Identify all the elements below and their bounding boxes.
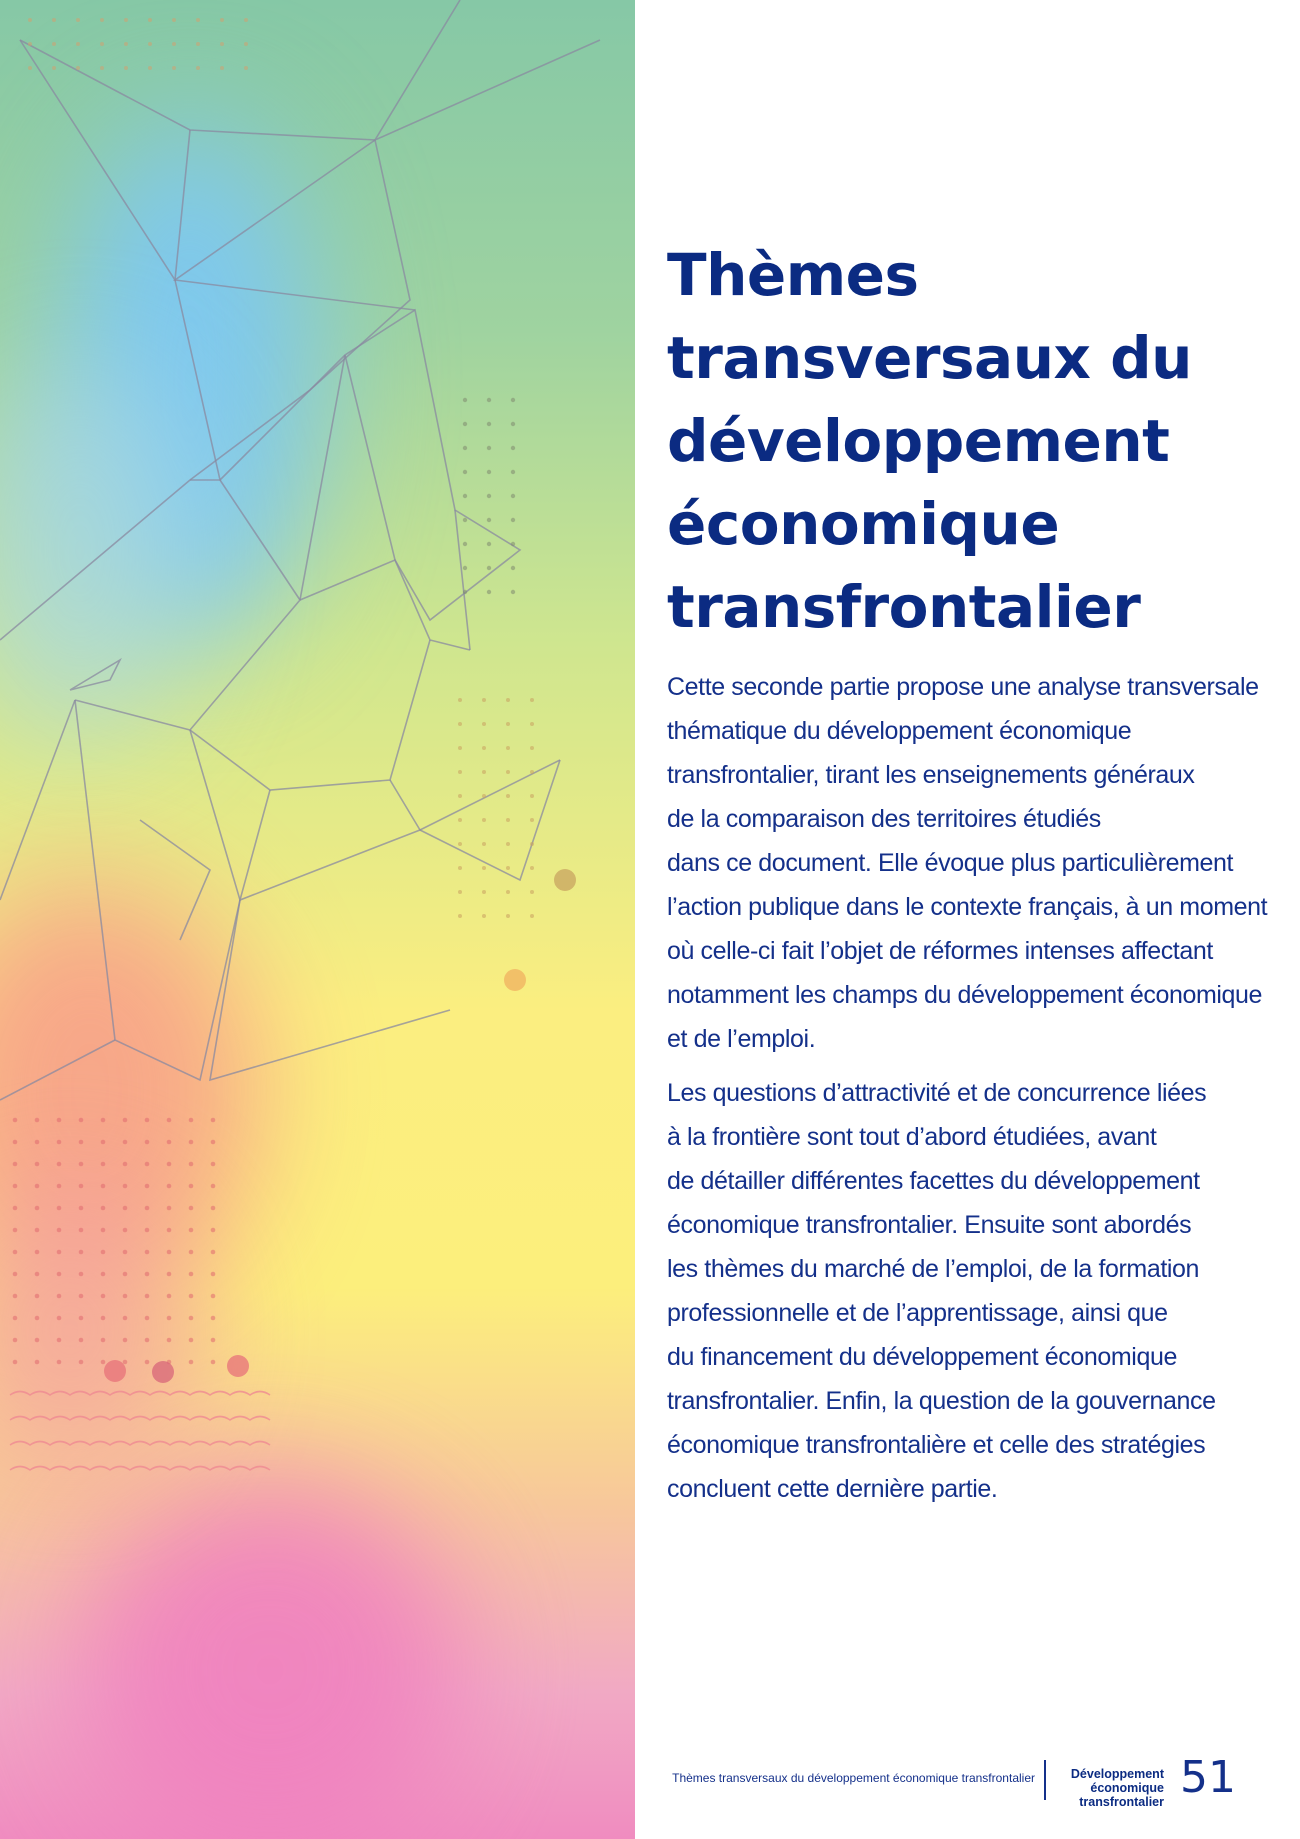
dot [458, 698, 462, 702]
dot [530, 698, 534, 702]
dot [458, 842, 462, 846]
dot [167, 1294, 172, 1299]
dot [101, 1272, 106, 1277]
dot [145, 1250, 150, 1255]
dot [124, 18, 128, 22]
dot [79, 1316, 84, 1321]
dot [172, 66, 176, 70]
dot [530, 914, 534, 918]
dot [123, 1272, 128, 1277]
dot [530, 890, 534, 894]
dot [189, 1228, 194, 1233]
dot [100, 66, 104, 70]
page-number: 51 [1180, 1752, 1236, 1803]
dot [487, 446, 491, 450]
paragraph-1 [667, 665, 1267, 1061]
text-line: transfrontalier. Enfin, la question de la gouvernance [667, 1387, 1216, 1415]
dot [196, 18, 200, 22]
dot [482, 890, 486, 894]
accent-dot [104, 1360, 126, 1382]
dot [13, 1206, 18, 1211]
dot [145, 1338, 150, 1343]
dot [35, 1140, 40, 1145]
dot [458, 722, 462, 726]
dot [506, 842, 510, 846]
text-line: Cette seconde partie propose une analyse transversale [667, 673, 1259, 701]
dot [35, 1118, 40, 1123]
dot [211, 1294, 216, 1299]
dot [76, 42, 80, 46]
dot [244, 42, 248, 46]
dot [28, 66, 32, 70]
publication-name-line: transfrontalier [1079, 1795, 1164, 1809]
dot [52, 42, 56, 46]
dot [124, 42, 128, 46]
dot [511, 566, 515, 570]
dot [506, 722, 510, 726]
dot [145, 1272, 150, 1277]
dot [79, 1118, 84, 1123]
dot [167, 1338, 172, 1343]
dot [506, 890, 510, 894]
dot [76, 18, 80, 22]
section-title [667, 234, 1267, 649]
dot [211, 1338, 216, 1343]
network-line [240, 760, 560, 900]
accent-dot [554, 869, 576, 891]
dot [145, 1316, 150, 1321]
dot [13, 1140, 18, 1145]
dot [124, 66, 128, 70]
dot [172, 18, 176, 22]
dot [123, 1228, 128, 1233]
dot [189, 1162, 194, 1167]
network-line [0, 40, 410, 640]
dot [487, 494, 491, 498]
dot [35, 1360, 40, 1365]
dot [101, 1294, 106, 1299]
dot [52, 18, 56, 22]
dot [189, 1206, 194, 1211]
dot [487, 422, 491, 426]
text-line: dans ce document. Elle évoque plus particulièrement [667, 849, 1234, 877]
network-line [375, 0, 600, 140]
dot [123, 1360, 128, 1365]
dot [458, 794, 462, 798]
dot [79, 1184, 84, 1189]
dot [57, 1316, 62, 1321]
dot [35, 1184, 40, 1189]
text-line: à la frontière sont tout d’abord étudiées, avant [667, 1123, 1157, 1151]
dot [463, 494, 467, 498]
dot [167, 1140, 172, 1145]
dot [57, 1360, 62, 1365]
dot [167, 1250, 172, 1255]
dot [79, 1140, 84, 1145]
dot [13, 1338, 18, 1343]
network-line [210, 900, 450, 1080]
dot [530, 746, 534, 750]
dot [79, 1294, 84, 1299]
dot [530, 722, 534, 726]
dot [196, 66, 200, 70]
dot [145, 1294, 150, 1299]
dot [35, 1338, 40, 1343]
dot [79, 1228, 84, 1233]
accent-dot [227, 1355, 249, 1377]
dot [35, 1294, 40, 1299]
dot [511, 446, 515, 450]
dot [57, 1140, 62, 1145]
dot [211, 1140, 216, 1145]
dot [458, 746, 462, 750]
dot [57, 1250, 62, 1255]
text-line: l’action publique dans le contexte français, à un moment [667, 893, 1268, 921]
dot [487, 542, 491, 546]
title-line: économique [667, 490, 1060, 558]
dot [101, 1184, 106, 1189]
network-line [20, 40, 190, 280]
dot [463, 518, 467, 522]
dot [211, 1316, 216, 1321]
dot [189, 1250, 194, 1255]
dot [13, 1294, 18, 1299]
dot [458, 914, 462, 918]
dot [28, 42, 32, 46]
dot [511, 470, 515, 474]
dot [101, 1338, 106, 1343]
dot [511, 494, 515, 498]
dot [487, 590, 491, 594]
dot [463, 590, 467, 594]
dot [189, 1184, 194, 1189]
dot [463, 398, 467, 402]
network-line [140, 820, 210, 940]
dot [35, 1162, 40, 1167]
accent-dot [152, 1361, 174, 1383]
dot [172, 42, 176, 46]
dot [511, 542, 515, 546]
dot [57, 1228, 62, 1233]
text-line: concluent cette dernière partie. [667, 1475, 998, 1503]
dot [463, 470, 467, 474]
title-line: développement [667, 407, 1170, 475]
dot [487, 566, 491, 570]
dot [506, 746, 510, 750]
dot [123, 1294, 128, 1299]
dot [167, 1316, 172, 1321]
dot [13, 1250, 18, 1255]
dot [167, 1206, 172, 1211]
network-lines-illustration [0, 0, 635, 1839]
dot [79, 1162, 84, 1167]
text-line: transfrontalier, tirant les enseignements généraux [667, 761, 1195, 789]
text-line: notamment les champs du développement économique [667, 981, 1263, 1009]
dot [13, 1360, 18, 1365]
dot [123, 1250, 128, 1255]
dot [220, 42, 224, 46]
dot [123, 1184, 128, 1189]
dot [28, 18, 32, 22]
dot [145, 1360, 150, 1365]
dot [145, 1228, 150, 1233]
dot [101, 1228, 106, 1233]
network-line [75, 480, 300, 730]
dot [13, 1228, 18, 1233]
running-title: Thèmes transversaux du développement économique transfrontalier [672, 1771, 1035, 1785]
dot [511, 398, 515, 402]
dot [482, 914, 486, 918]
publication-name-line: Développement [1070, 1767, 1164, 1781]
wave-line [10, 1442, 270, 1446]
dot [211, 1206, 216, 1211]
dot [189, 1360, 194, 1365]
dot [57, 1206, 62, 1211]
dot [487, 398, 491, 402]
dot [506, 866, 510, 870]
dot [482, 842, 486, 846]
dot [458, 818, 462, 822]
network-line [175, 280, 220, 480]
dot [145, 1118, 150, 1123]
dot [13, 1184, 18, 1189]
dot [100, 18, 104, 22]
publication-name-line: économique [1090, 1781, 1164, 1795]
dot [52, 66, 56, 70]
dot [57, 1118, 62, 1123]
dot [463, 446, 467, 450]
dot [482, 698, 486, 702]
title-line: transfrontalier [667, 573, 1141, 641]
dot [189, 1294, 194, 1299]
dot [13, 1118, 18, 1123]
dot [123, 1118, 128, 1123]
dot [244, 66, 248, 70]
dot [530, 770, 534, 774]
dot [211, 1360, 216, 1365]
dot [145, 1162, 150, 1167]
network-line [0, 700, 75, 900]
dot [123, 1162, 128, 1167]
dot [79, 1206, 84, 1211]
introduction-text [667, 665, 1267, 1521]
dot [458, 890, 462, 894]
dot [220, 18, 224, 22]
title-line: transversaux du [667, 324, 1192, 392]
dot [148, 42, 152, 46]
dot [13, 1272, 18, 1277]
dot [79, 1250, 84, 1255]
dot [211, 1250, 216, 1255]
dot [530, 866, 534, 870]
network-line [0, 1040, 115, 1100]
dot [506, 914, 510, 918]
dot [506, 818, 510, 822]
network-line [75, 700, 240, 1080]
dot [101, 1316, 106, 1321]
dot [506, 698, 510, 702]
dot [101, 1118, 106, 1123]
dot [211, 1118, 216, 1123]
dot [35, 1316, 40, 1321]
dot [101, 1206, 106, 1211]
text-line: de détailler différentes facettes du développement [667, 1167, 1200, 1195]
dot [530, 794, 534, 798]
dot [244, 18, 248, 22]
text-line: de la comparaison des territoires étudiés [667, 805, 1101, 833]
dot [463, 542, 467, 546]
dot [57, 1294, 62, 1299]
text-line: thématique du développement économique [667, 717, 1132, 745]
dot [211, 1228, 216, 1233]
dot [463, 566, 467, 570]
dot [79, 1272, 84, 1277]
dot [189, 1272, 194, 1277]
dot [167, 1272, 172, 1277]
dot [145, 1206, 150, 1211]
text-line: Les questions d’attractivité et de concurrence liées [667, 1079, 1207, 1107]
dot [35, 1272, 40, 1277]
dot [167, 1228, 172, 1233]
dot [482, 866, 486, 870]
dot [35, 1228, 40, 1233]
dot [482, 770, 486, 774]
dot [100, 42, 104, 46]
dot [189, 1140, 194, 1145]
dot [211, 1162, 216, 1167]
dot [101, 1162, 106, 1167]
dot [57, 1162, 62, 1167]
dot [79, 1338, 84, 1343]
dot [196, 42, 200, 46]
dot [79, 1360, 84, 1365]
dot [482, 818, 486, 822]
dot [530, 842, 534, 846]
dot [57, 1272, 62, 1277]
dot [145, 1184, 150, 1189]
dot [148, 66, 152, 70]
network-line [390, 780, 420, 830]
dot [35, 1250, 40, 1255]
dot [35, 1206, 40, 1211]
dot [13, 1316, 18, 1321]
dot [482, 746, 486, 750]
wave-line [10, 1417, 270, 1421]
wave-line [10, 1392, 270, 1396]
dot [189, 1118, 194, 1123]
dot [167, 1184, 172, 1189]
dot [76, 66, 80, 70]
dot [101, 1360, 106, 1365]
dot [123, 1316, 128, 1321]
dot [458, 770, 462, 774]
dot [101, 1140, 106, 1145]
network-line [70, 660, 120, 690]
accent-dot [504, 969, 526, 991]
dot [211, 1272, 216, 1277]
dot [57, 1184, 62, 1189]
dot [167, 1162, 172, 1167]
dot [123, 1140, 128, 1145]
text-line: économique transfrontalier. Ensuite sont abordés [667, 1211, 1192, 1239]
dot [482, 794, 486, 798]
network-line [455, 510, 470, 650]
network-line [190, 640, 430, 790]
dot [463, 422, 467, 426]
dot [511, 590, 515, 594]
footer-divider [1044, 1760, 1046, 1800]
text-line: professionnelle et de l’apprentissage, ainsi que [667, 1299, 1168, 1327]
text-line: économique transfrontalière et celle des stratégies [667, 1431, 1206, 1459]
network-line [300, 560, 470, 650]
dot [123, 1206, 128, 1211]
dot [220, 66, 224, 70]
dot [189, 1338, 194, 1343]
text-line: les thèmes du marché de l’emploi, de la formation [667, 1255, 1200, 1283]
dot [13, 1162, 18, 1167]
dot [57, 1338, 62, 1343]
dot [145, 1140, 150, 1145]
dot [148, 18, 152, 22]
dot [506, 770, 510, 774]
title-line: Thèmes [667, 241, 919, 309]
network-line [175, 140, 415, 310]
publication-name [1071, 1767, 1164, 1809]
dot [211, 1184, 216, 1189]
dot [482, 722, 486, 726]
dot [487, 470, 491, 474]
network-line [220, 310, 520, 620]
dot [511, 422, 515, 426]
dot [530, 818, 534, 822]
dot [487, 518, 491, 522]
decorative-gradient-panel [0, 0, 635, 1839]
text-line: où celle-ci fait l’objet de réformes intenses affectant [667, 937, 1213, 965]
wave-line [10, 1467, 270, 1471]
dot [167, 1118, 172, 1123]
paragraph-2 [667, 1071, 1267, 1511]
dot [101, 1250, 106, 1255]
dot [458, 866, 462, 870]
text-line: et de l’emploi. [667, 1025, 816, 1053]
dot [506, 794, 510, 798]
dot [123, 1338, 128, 1343]
dot [189, 1316, 194, 1321]
text-line: du financement du développement économique [667, 1343, 1177, 1371]
dot [511, 518, 515, 522]
